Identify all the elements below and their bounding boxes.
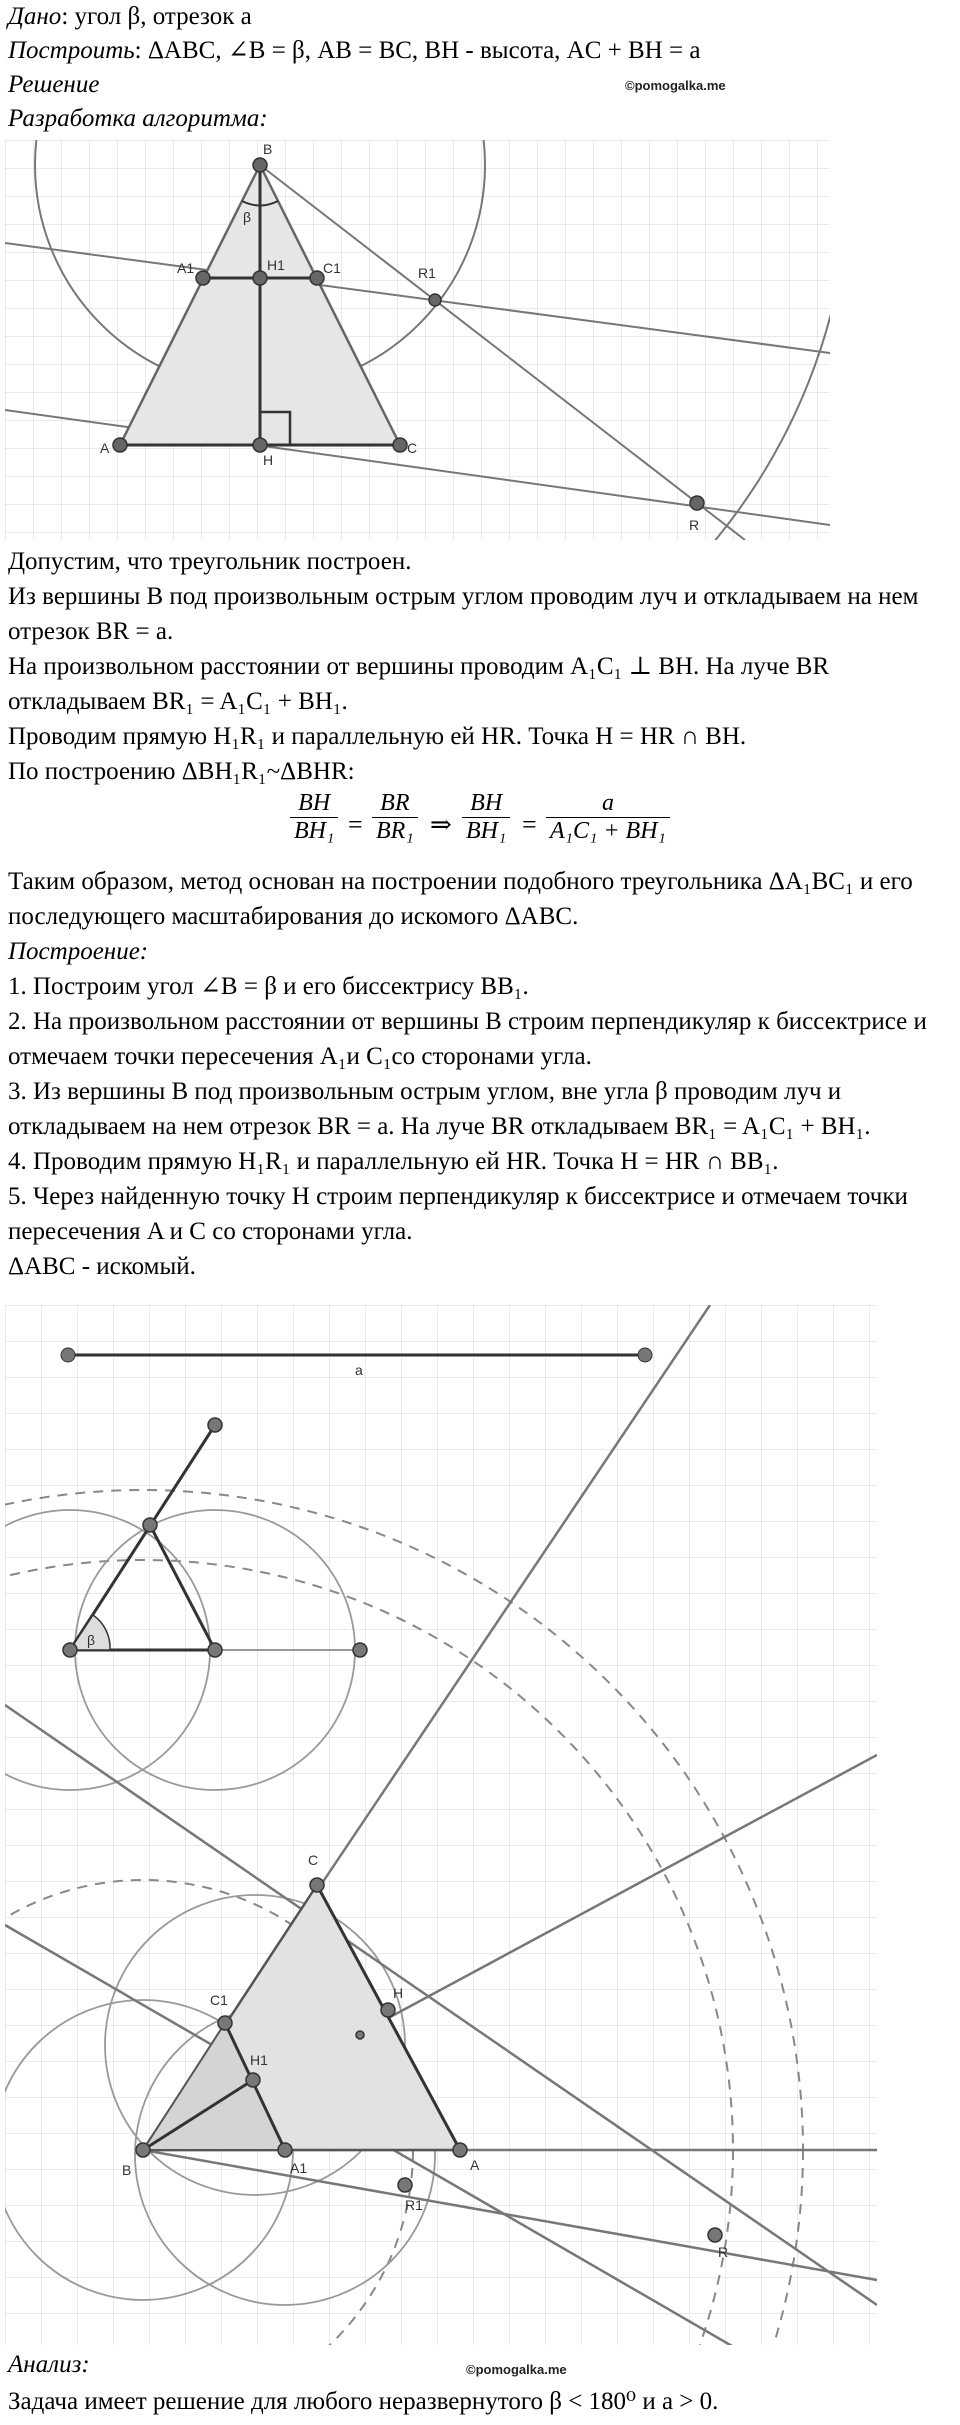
construction-label: Построение: [8, 938, 149, 965]
fraction-2-num: BR [380, 790, 410, 816]
point-a-2 [453, 2143, 467, 2157]
point-h [253, 438, 267, 452]
point-beta-2 [208, 1418, 222, 1432]
text-p2a: Из вершины B под произвольным острым углом проводим луч и откладываем на нем [8, 583, 919, 610]
fraction-3-den: BH₁ [462, 817, 510, 845]
fraction-2-den: BR₁ [372, 817, 418, 845]
fraction-1 [290, 790, 338, 845]
point-r-2 [708, 2228, 722, 2242]
label-c1-2: C1 [210, 1992, 228, 2008]
analysis-label: Анализ: [8, 2351, 90, 2378]
proportion-formula [290, 790, 710, 860]
construct-text: : ΔABC, ∠B = β, AB = BC, BH - высота, AC + BH = a [134, 37, 701, 64]
label-h-2: H [393, 1985, 404, 2001]
given-line [8, 0, 252, 34]
label-b-2: B [122, 2162, 132, 2178]
fraction-1-den: BH₁ [290, 817, 338, 845]
point-r1-2 [398, 2178, 412, 2192]
point-c1-2 [218, 2016, 232, 2030]
construct-line [8, 34, 700, 68]
step-1: 1. Построим угол ∠B = β и его биссектрису BB₁. [8, 973, 529, 1000]
label-c1: C1 [323, 260, 341, 276]
point-r1 [429, 294, 441, 306]
label-a1-2: A1 [290, 2160, 308, 2176]
equals-1: = [348, 810, 363, 839]
label-beta: β [243, 209, 252, 225]
grid-background [5, 140, 830, 540]
point-a1 [196, 271, 210, 285]
point-r [690, 496, 704, 510]
point-a [113, 438, 127, 452]
watermark-bottom: ©pomogalka.me [466, 2362, 567, 2377]
point-c1 [310, 271, 324, 285]
text-p6b: последующего масштабирования до искомого ΔABC. [8, 903, 579, 930]
given-text: : угол β, отрезок a [61, 3, 252, 30]
label-segment-a: a [355, 1362, 363, 1378]
equals-2: = [522, 810, 537, 839]
fraction-3-num: BH [470, 790, 503, 816]
fraction-4-den: A₁C₁ + BH₁ [546, 817, 670, 845]
fraction-4 [546, 790, 670, 845]
point-a1-2 [278, 2143, 292, 2157]
algorithm-label: Разработка алгоритма: [8, 105, 268, 132]
step-4: 4. Проводим прямую H₁R₁ и параллельную ей HR. Точка H = HR ∩ BB₁. [8, 1148, 779, 1175]
step-3a: 3. Из вершины B под произвольным острым углом, вне угла β проводим луч и [8, 1078, 842, 1105]
step-3b: откладываем на нем отрезок BR = a. На луче BR откладываем BR₁ = A₁C₁ + BH₁. [8, 1113, 871, 1140]
point-intersection [356, 2031, 364, 2039]
label-h1: H1 [267, 257, 285, 273]
point-beta-1 [208, 1643, 222, 1657]
text-p3a: На произвольном расстоянии от вершины проводим A₁C₁ ⊥ BH. На луче BR [8, 653, 830, 680]
conclusion-text: Задача имеет решение для любого неразвернутого β < 180⁰ и a > 0. [8, 2388, 719, 2415]
text-p4: Проводим прямую H₁R₁ и параллельную ей HR. Точка H = HR ∩ BH. [8, 723, 747, 750]
label-r1: R1 [418, 265, 436, 281]
step-2b: отмечаем точки пересечения A₁и C₁со сторонами угла. [8, 1043, 592, 1070]
point-beta-4 [353, 1643, 367, 1657]
label-r-2: R [718, 2244, 729, 2260]
point-a-end [638, 1348, 652, 1362]
step-5a: 5. Через найденную точку H строим перпендикуляр к биссектрисе и отмечаем точки [8, 1183, 908, 1210]
point-beta-vertex [63, 1643, 77, 1657]
solution-label: Решение [8, 71, 100, 98]
label-r: R [689, 517, 700, 533]
given-label: Дано [8, 3, 62, 30]
fraction-4-num: a [601, 790, 614, 816]
text-p5: По построению ΔBH₁R₁~ΔBHR: [8, 758, 355, 785]
point-h-2 [381, 2003, 395, 2017]
label-a1: A1 [177, 260, 195, 276]
point-beta-3 [143, 1518, 157, 1532]
label-r1-2: R1 [405, 2197, 423, 2213]
point-h1-2 [246, 2073, 260, 2087]
text-p6a: Таким образом, метод основан на построении подобного треугольника ΔA₁BC₁ и его [8, 868, 913, 895]
step-2a: 2. На произвольном расстоянии от вершины B строим перпендикуляр к биссектрисе и [8, 1008, 927, 1035]
label-beta-2: β [87, 1632, 96, 1648]
analysis-figure [5, 140, 830, 540]
label-a: A [100, 440, 110, 456]
construct-label: Построить [8, 37, 135, 64]
fraction-1-num: BH [298, 790, 331, 816]
point-c-2 [310, 1878, 324, 1892]
label-c: C [407, 440, 418, 456]
step-5b: пересечения A и C со сторонами угла. [8, 1218, 413, 1245]
point-c [393, 438, 407, 452]
text-p2b: отрезок BR = a. [8, 618, 174, 645]
construction-figure [5, 1305, 877, 2345]
point-b-2 [136, 2143, 150, 2157]
point-a-start [61, 1348, 75, 1362]
step-6: ΔABC - искомый. [8, 1253, 196, 1280]
fraction-2 [372, 790, 418, 845]
label-b: B [263, 141, 273, 157]
implies-arrow: ⇒ [430, 810, 452, 839]
label-c-2: C [308, 1852, 319, 1868]
label-a-2: A [470, 2157, 480, 2173]
watermark-top: ©pomogalka.me [625, 78, 726, 93]
point-b [253, 158, 267, 172]
text-p3b: откладываем BR₁ = A₁C₁ + BH₁. [8, 688, 348, 715]
text-p1: Допустим, что треугольник построен. [8, 548, 412, 575]
label-h: H [263, 452, 274, 468]
label-h1-2: H1 [250, 2052, 268, 2068]
fraction-3 [462, 790, 510, 845]
point-h1 [253, 271, 267, 285]
